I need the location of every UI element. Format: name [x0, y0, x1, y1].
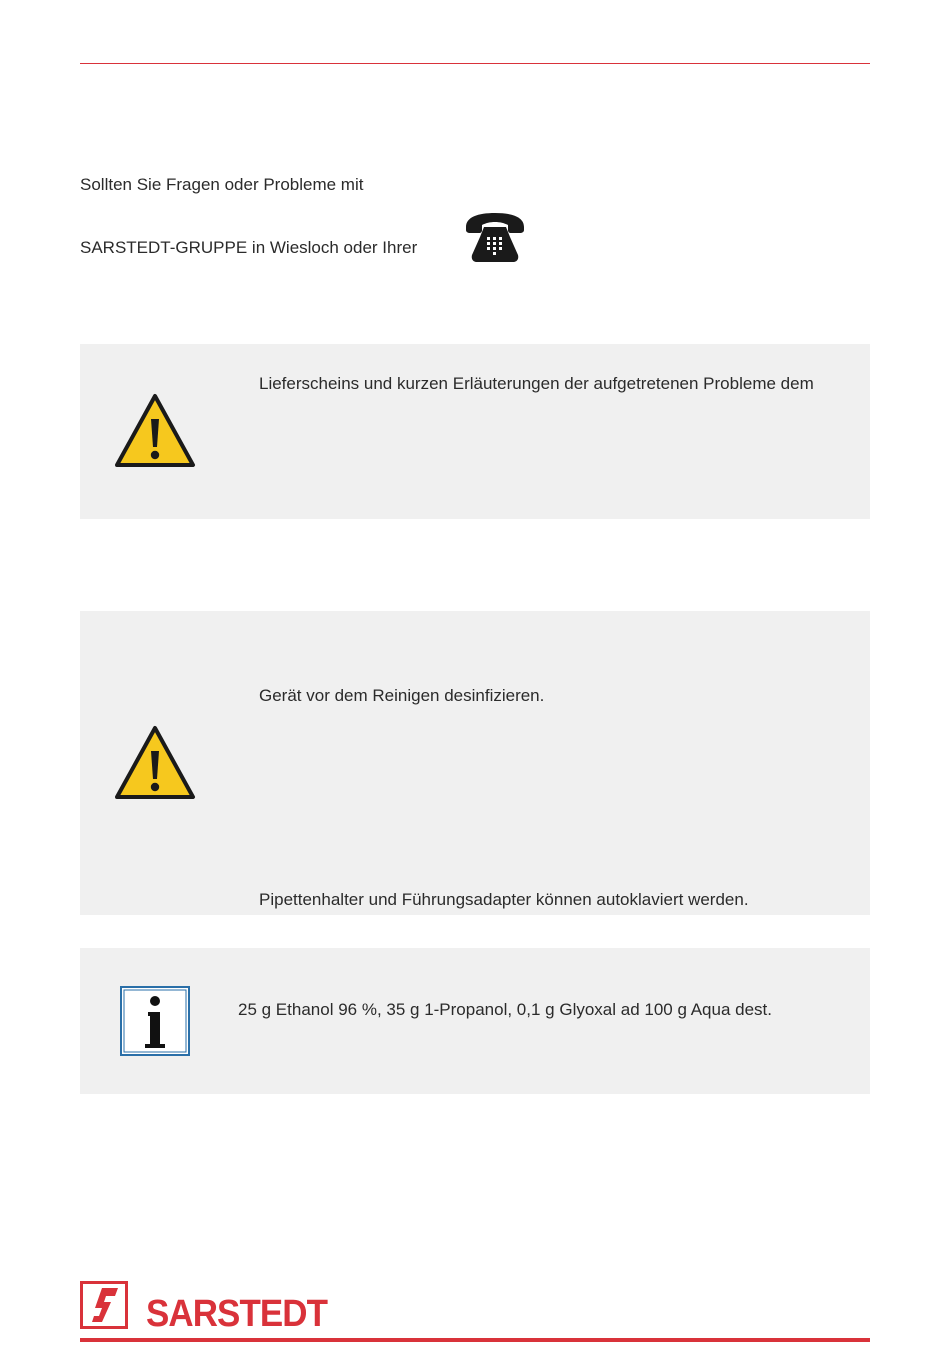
warning-panel-cleaning [80, 611, 870, 915]
warning-triangle-icon [114, 725, 196, 801]
warning-cleaning-text-1: Gerät vor dem Reinigen desinfizieren. [259, 686, 545, 705]
warning-panel-return [80, 344, 870, 519]
header-rule [80, 63, 870, 64]
info-icon [120, 986, 190, 1056]
warning-return-text: Lieferscheins und kurzen Erläuterungen der aufgetretenen Probleme dem [259, 374, 814, 393]
contact-text-line-2: SARSTEDT-GRUPPE in Wiesloch oder Ihrer [80, 238, 418, 257]
footer-rule [80, 1338, 870, 1342]
info-disinfectant-text: 25 g Ethanol 96 %, 35 g 1-Propanol, 0,1 g Glyoxal ad 100 g Aqua dest. [238, 1000, 772, 1019]
sarstedt-wordmark: SARSTEDT [146, 1293, 328, 1335]
sarstedt-logo-mark [80, 1281, 128, 1329]
warning-cleaning-text-2: Pipettenhalter und Führungsadapter können autoklaviert werden. [259, 890, 749, 909]
info-panel-disinfectant [80, 948, 870, 1094]
contact-text-line-1: Sollten Sie Fragen oder Probleme mit [80, 175, 364, 194]
telephone-icon [462, 211, 528, 265]
warning-triangle-icon [114, 393, 196, 469]
